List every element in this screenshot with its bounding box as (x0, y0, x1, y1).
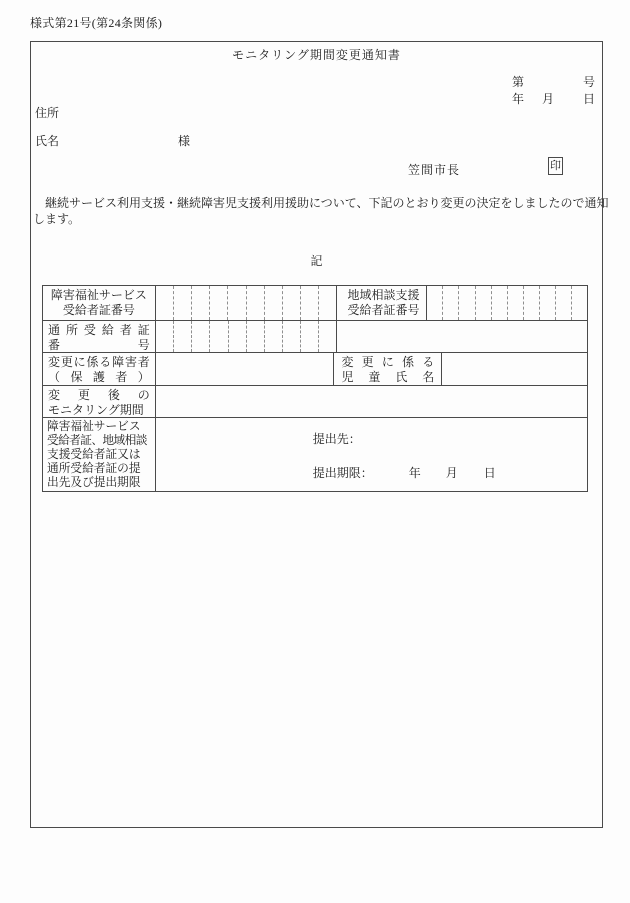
form-table (42, 285, 588, 492)
label-disability-service-number: 障害福祉サービス 受給者証番号 (43, 286, 156, 321)
input-cell-person-name[interactable] (156, 353, 335, 386)
doc-number-suffix: 号 (583, 75, 596, 89)
label-commuting-recipient-number: 通所受給者証 番号 (43, 321, 156, 353)
digit-cell[interactable] (458, 286, 474, 320)
digit-cell[interactable] (507, 286, 523, 320)
deadline-label: 提出期限： (312, 466, 373, 480)
digit-cell[interactable] (228, 321, 246, 352)
digit-cell[interactable] (318, 286, 336, 320)
digit-cell[interactable] (191, 321, 209, 352)
digit-cell[interactable] (173, 286, 191, 320)
honorific-label: 様 (178, 134, 191, 148)
digit-cell[interactable] (300, 286, 318, 320)
digit-cell[interactable] (173, 321, 191, 352)
deadline-day-label: 日 (483, 466, 496, 480)
seal-stamp-box: 印 (548, 157, 563, 175)
table-row-commuting-number (43, 321, 588, 353)
digit-boxes-commuting[interactable] (156, 321, 338, 353)
date-year-label: 年 (512, 92, 525, 106)
digit-cell[interactable] (191, 286, 209, 320)
digit-boxes-community-consult[interactable] (427, 286, 588, 321)
table-row-monitoring-period (43, 386, 588, 418)
issuer-title: 笠間市長 (408, 163, 461, 177)
digit-cell[interactable] (209, 286, 227, 320)
label-person-with-disability: 変更に係る障害者 （保護者） (43, 353, 156, 386)
input-cell-child-name[interactable] (442, 353, 588, 386)
body-line-1: 継続サービス利用支援・継続障害児支援利用援助について、下記のとおり変更の決定をしましたので通知 (33, 196, 609, 210)
record-marker: 記 (310, 254, 323, 268)
body-line-2: します。 (33, 212, 81, 226)
submission-detail-cell[interactable] (156, 418, 588, 492)
form-number: 様式第21号(第24条関係) (30, 16, 163, 30)
digit-cell[interactable] (282, 321, 300, 352)
page-title: モニタリング期間変更通知書 (232, 48, 401, 62)
digit-cell[interactable] (209, 321, 227, 352)
digit-cell[interactable] (318, 321, 336, 352)
digit-cell[interactable] (491, 286, 507, 320)
digit-cell[interactable] (539, 286, 555, 320)
digit-cell[interactable] (571, 286, 587, 320)
digit-cell[interactable] (246, 286, 264, 320)
digit-cell[interactable] (282, 286, 300, 320)
digit-cell[interactable] (264, 321, 282, 352)
digit-cell[interactable] (156, 286, 173, 320)
deadline-month-label: 月 (445, 466, 458, 480)
name-label: 氏名 (35, 134, 60, 148)
doc-number-prefix: 第 (512, 75, 525, 89)
deadline-year-label: 年 (408, 466, 421, 480)
label-submission-destination: 障害福祉サービス 受給者証、地域相談 支援受給者証又は 通所受給者証の提 出先及び提出期限 (43, 418, 156, 492)
address-label: 住所 (35, 106, 60, 120)
label-child-name: 変更に係る 児童氏名 (334, 353, 442, 386)
digit-cell[interactable] (523, 286, 539, 320)
digit-cell[interactable] (300, 321, 318, 352)
notification-body (33, 195, 609, 227)
digit-cell[interactable] (227, 286, 245, 320)
date-day-label: 日 (583, 92, 596, 106)
label-community-consult-number: 地域相談支援 受給者証番号 (337, 286, 427, 321)
label-new-monitoring-period: 変更後の モニタリング期間 (43, 386, 156, 418)
empty-cell[interactable] (337, 321, 588, 353)
digit-cell[interactable] (246, 321, 264, 352)
digit-cell[interactable] (264, 286, 282, 320)
digit-cell[interactable] (442, 286, 458, 320)
digit-cell[interactable] (555, 286, 571, 320)
input-cell-monitoring-period[interactable] (156, 386, 588, 418)
date-month-label: 月 (542, 92, 555, 106)
submit-to-label: 提出先： (312, 432, 361, 446)
table-row-recipient-numbers (43, 286, 588, 321)
table-row-person-names (43, 353, 588, 386)
digit-cell[interactable] (475, 286, 491, 320)
digit-boxes-disability-service[interactable] (156, 286, 338, 321)
digit-cell[interactable] (156, 321, 173, 352)
digit-cell[interactable] (427, 286, 442, 320)
table-row-submission (43, 418, 588, 492)
